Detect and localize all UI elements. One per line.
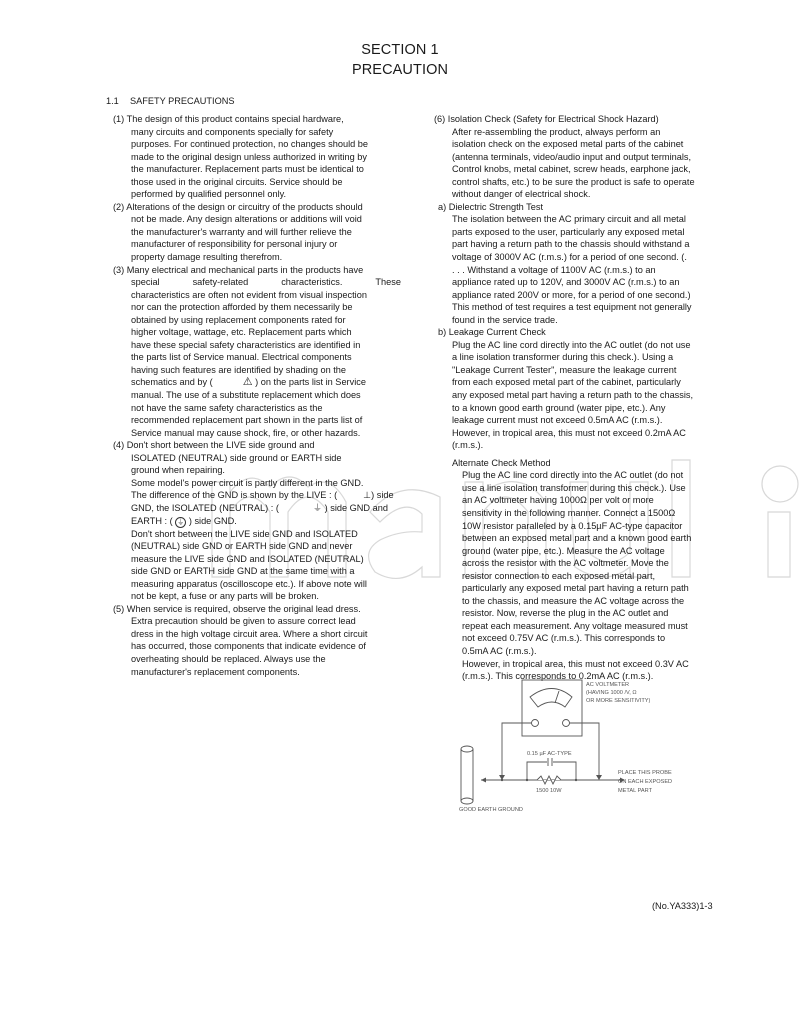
- text-line: parts exposed to the user, particularly any exposed metal: [452, 226, 685, 237]
- text-line: After re-assembling the product, always perform an: [452, 126, 661, 137]
- subitem-heading: a) Dielectric Strength Test: [438, 201, 544, 212]
- text-line: not have the same safety characteristics as the: [131, 402, 323, 413]
- text-line: not be made. Any design alterations or additions will void: [131, 214, 362, 225]
- precaution-item-6: [434, 113, 724, 201]
- text-line: (NEUTRAL) side GND or EARTH side GND and never: [131, 541, 353, 552]
- live-ground-icon: ⊥: [363, 490, 372, 501]
- text-line: side GND or EARTH side GND at the same time with a: [131, 566, 355, 577]
- voltmeter-label: (HAVING 1000 /V, Ω: [586, 690, 637, 696]
- text-line: measure the LIVE side GND and ISOLATED (NEUTRAL): [131, 553, 364, 564]
- text-line: control shafts, etc.) to be sure the product is safe to operate: [452, 176, 695, 187]
- text-line: not exceed 0.75V AC (r.m.s.). This corresponds to: [462, 633, 666, 644]
- text-line: ground (water pipe, etc.). Measure the AC voltage: [462, 545, 665, 556]
- word: safety-related: [192, 277, 249, 288]
- text-line: between an exposed metal part and a known good earth: [462, 533, 692, 544]
- text-line: Plug the AC line cord directly into the AC outlet (do not: [462, 470, 684, 481]
- text-line: from each exposed metal part of the cabinet, particularly: [452, 377, 681, 388]
- subsection-heading: [106, 96, 235, 106]
- text-line: However, in tropical area, this must not exceed 0.2mA AC: [452, 427, 686, 438]
- subsection-title: SAFETY PRECAUTIONS: [130, 96, 235, 106]
- text-line: manufacturer of responsibility for personal injury or: [131, 239, 338, 250]
- text-line: ground when repairing.: [131, 465, 225, 476]
- text-line: resistor. Now, reverse the plug in the AC outlet and: [462, 608, 669, 619]
- text-fragment: GND, the ISOLATED (NEUTRAL) : (: [131, 502, 279, 513]
- text-line: many circuits and components specially for safety: [131, 126, 334, 137]
- voltmeter-label: AC VOLTMETER: [586, 682, 630, 688]
- text-line: to the chassis, and measure the AC voltage across the: [462, 595, 685, 606]
- probe-label: ON EACH EXPOSED: [618, 779, 673, 785]
- text-fragment: ) side GND and: [324, 502, 388, 513]
- text-line: repeat each measurement. Any voltage measured must: [462, 620, 688, 631]
- justified-line: [131, 276, 401, 289]
- word: special: [131, 277, 160, 288]
- text-line: found in the service trade.: [452, 314, 558, 325]
- text-line: 0.5mA AC (r.m.s.).: [462, 645, 537, 656]
- text-line-with-symbol: [131, 502, 401, 515]
- page-title: PRECAUTION: [351, 62, 449, 78]
- left-column: [113, 113, 401, 678]
- text-line: performed by qualified personnel only.: [131, 189, 287, 200]
- warning-triangle-icon: ⚠: [242, 376, 253, 389]
- text-line: manual. The use of a substitute replacement which does: [131, 390, 361, 401]
- text-line: particularly any exposed metal part having a return path: [462, 583, 689, 594]
- text-line: higher voltage, wattage, etc. Replacement parts which: [131, 327, 352, 338]
- text-line: have these special safety characteristics are identified in: [131, 339, 361, 350]
- text-line: However, in tropical area, this must not exceed 0.3V AC: [462, 658, 689, 669]
- section-number: SECTION 1: [361, 42, 439, 58]
- text-line: property damage resulting therefrom.: [131, 252, 283, 263]
- probe-label: PLACE THIS PROBE: [618, 770, 672, 776]
- text-fragment: ) side GND.: [188, 515, 237, 526]
- text-line: Extra precaution should be given to assure correct lead: [131, 616, 356, 627]
- text-line: the parts list of Service manual. Electrical components: [131, 352, 352, 363]
- probe-label: METAL PART: [618, 788, 652, 794]
- item-heading: (3) Many electrical and mechanical parts in the products have: [113, 264, 364, 275]
- text-line: nor can the protection afforded by them necessarily be: [131, 302, 353, 313]
- alternate-check-method: [434, 457, 724, 683]
- text-line: any exposed metal part having a return path to the chassis,: [452, 390, 694, 401]
- text-line: This method of test requires a test equipment not generally: [452, 302, 692, 313]
- text-line: dress in the high voltage circuit area. Where a short circuit: [131, 628, 368, 639]
- text-line: appliance rated 200V or more, for a period of one second.): [452, 289, 691, 300]
- page-number: (No.YA333)1-3: [652, 901, 713, 911]
- text-line: Service manual may cause shock, fire, or other hazards.: [131, 427, 361, 438]
- text-line: a line isolation transformer during this check.). Using a: [452, 352, 674, 363]
- item-heading: (6) Isolation Check (Safety for Electrical Shock Hazard): [434, 114, 659, 124]
- text-line-with-symbol: [131, 489, 401, 502]
- text-line: . . . Withstand a voltage of 1100V AC (r.m.s.) to an: [452, 264, 656, 275]
- text-line: (r.m.s.).: [452, 440, 484, 451]
- dielectric-strength-test: [434, 201, 724, 326]
- precaution-item-4: [113, 439, 401, 603]
- precaution-item-2: [113, 201, 401, 264]
- text-line: part having a return path to the chassis should withstand a: [452, 239, 690, 250]
- precaution-item-1: [113, 113, 401, 201]
- text-line: Plug the AC line cord directly into the AC outlet (do not use: [452, 339, 691, 350]
- precaution-item-5: [113, 603, 401, 678]
- subsection-number: 1.1: [106, 96, 119, 106]
- item-heading: (1) The design of this product contains special hardware,: [113, 114, 344, 124]
- item-heading: (2) Alterations of the design or circuitry of the products should: [113, 201, 363, 212]
- text-line: ISOLATED (NEUTRAL) side ground or EARTH side: [131, 452, 342, 463]
- text-line: without danger of electrical shock.: [452, 189, 591, 200]
- ground-label: GOOD EARTH GROUND: [459, 807, 523, 813]
- text-line: (r.m.s.). This corresponds to 0.2mA AC (r.m.s.).: [462, 671, 654, 682]
- text-line: recommended replacement part shown in the parts list of: [131, 415, 363, 426]
- earth-ground-icon: ⏚: [177, 518, 185, 526]
- text-line: sensitivity in the following manner. Connect a 1500Ω: [462, 507, 676, 518]
- text-line: "Leakage Current Tester", measure the leakage current: [452, 364, 677, 375]
- right-column: [434, 113, 724, 683]
- text-line: across the resistor with the AC voltmeter. Move the: [462, 558, 669, 569]
- text-line: having such features are identified by shading on the: [131, 364, 347, 375]
- text-fragment: The difference of the GND is shown by the LIVE : (: [131, 490, 338, 501]
- text-line: has occurred, those components that indicate evidence of: [131, 641, 366, 652]
- text-line: (antenna terminals, video/audio input and output terminals,: [452, 151, 692, 162]
- text-line: characteristics are often not evident from visual inspection: [131, 289, 367, 300]
- resistor-label: 1500 10W: [536, 788, 562, 794]
- text-line: obtained by using replacement components rated for: [131, 314, 346, 325]
- text-line: measuring apparatus (oscilloscope etc.). If above note will: [131, 578, 367, 589]
- text-line-with-symbol: [131, 515, 401, 528]
- text-fragment: ) on the parts list in Service: [255, 377, 366, 388]
- text-line: those used in the original circuits. Service should be: [131, 176, 343, 187]
- text-line: appliance rated up to 120V, and 3000V AC (r.m.s.) to an: [452, 277, 680, 288]
- text-line: resistor connection to each exposed metal part,: [462, 570, 656, 581]
- capacitor-label: 0.15 µF AC-TYPE: [527, 751, 572, 757]
- text-line: use a line isolation transformer during this check.). Use: [462, 482, 686, 493]
- leakage-test-circuit-diagram: [455, 675, 705, 815]
- item-heading: (5) When service is required, observe the original lead dress.: [113, 603, 361, 614]
- text-line: an AC voltmeter having 1000Ω per volt or more: [462, 495, 654, 506]
- text-line: to a known good earth ground (water pipe, etc.). Any: [452, 402, 666, 413]
- text-line: the manufacturer. Replacement parts must be identical to: [131, 164, 364, 175]
- text-fragment: ) side: [371, 490, 394, 501]
- precaution-item-3: [113, 264, 401, 440]
- word: characteristics.: [281, 277, 343, 288]
- text-line: Don't short between the LIVE side GND and ISOLATED: [131, 528, 358, 539]
- text-line: the manufacturer's warranty and will further relieve the: [131, 226, 352, 237]
- text-line: manufacturer's replacement components.: [131, 666, 300, 677]
- text-line: leakage current must not exceed 0.5mA AC (r.m.s.).: [452, 415, 663, 426]
- text-line: not be kept, a fuse or any parts will be broken.: [131, 591, 319, 602]
- text-line: The isolation between the AC primary circuit and all metal: [452, 214, 686, 225]
- word: These: [375, 277, 401, 288]
- text-line: Some model's power circuit is partly different in the GND.: [131, 477, 364, 488]
- text-line-with-symbol: [131, 376, 401, 389]
- leakage-current-check: [434, 326, 724, 451]
- text-line: 10W resistor paralleled by a 0.15µF AC-type capacitor: [462, 520, 683, 531]
- item-heading: (4) Don't short between the LIVE side ground and: [113, 440, 315, 451]
- text-fragment: schematics and by (: [131, 377, 213, 388]
- neutral-ground-icon: ⏚: [312, 502, 323, 513]
- subitem-heading: Alternate Check Method: [452, 457, 551, 468]
- text-line: purposes. For continued protection, no changes should be: [131, 139, 368, 150]
- text-line: made to the original design unless authorized in writing by: [131, 151, 367, 162]
- text-line: voltage of 3000V AC (r.m.s.) for a period of one second. (.: [452, 252, 687, 263]
- voltmeter-label: OR MORE SENSITIVITY): [586, 698, 651, 704]
- text-line: isolation check on the exposed metal parts of the cabinet: [452, 139, 684, 150]
- text-line: overheating should be replaced. Always use the: [131, 653, 326, 664]
- text-line: Control knobs, metal cabinet, screw heads, earphone jack,: [452, 164, 691, 175]
- subitem-heading: b) Leakage Current Check: [438, 327, 546, 338]
- text-fragment: EARTH : (: [131, 515, 173, 526]
